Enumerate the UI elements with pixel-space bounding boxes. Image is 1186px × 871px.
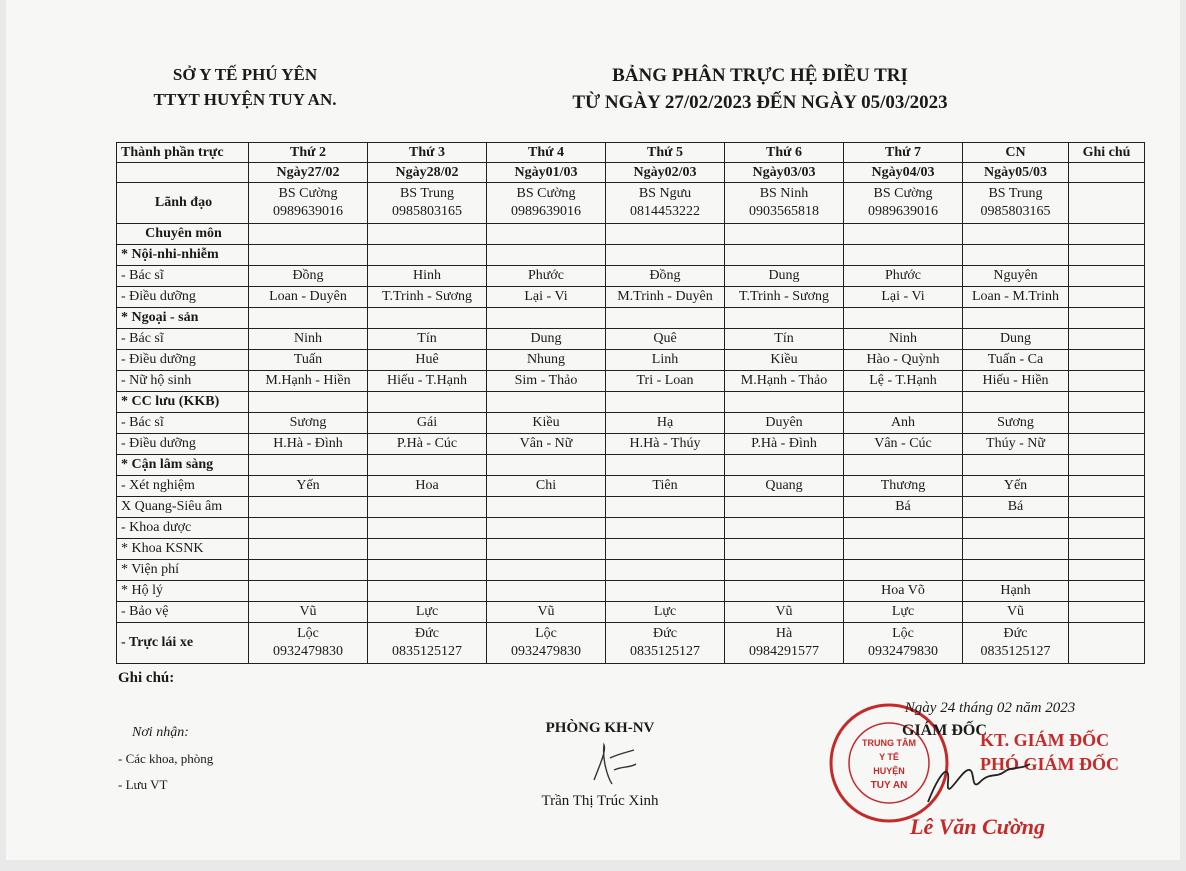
row-label: - Nữ hộ sinh <box>117 371 249 392</box>
table-cell: Lực <box>368 602 487 623</box>
table-cell <box>725 560 844 581</box>
seal-line: HUYỆN <box>873 766 905 776</box>
table-cell: Đồng <box>249 266 368 287</box>
table-cell <box>844 623 963 664</box>
cell-name: Đức <box>1003 626 1028 641</box>
table-cell <box>606 245 725 266</box>
row-label: * Nội-nhi-nhiễm <box>117 245 249 266</box>
day-header: Thứ 2 <box>249 143 368 163</box>
table-cell: Quê <box>606 329 725 350</box>
table-row <box>117 518 1145 539</box>
seal-line: TRUNG TÂM <box>862 738 916 748</box>
table-row <box>117 497 1145 518</box>
table-cell <box>606 308 725 329</box>
table-cell <box>725 581 844 602</box>
cell-phone: 0814453222 <box>630 204 700 219</box>
row-label: Lãnh đạo <box>117 183 249 224</box>
table-row <box>117 266 1145 287</box>
table-cell <box>844 392 963 413</box>
notes-label: Ghi chú: <box>118 670 175 686</box>
table-cell <box>844 224 963 245</box>
table-cell <box>725 224 844 245</box>
table-cell <box>249 224 368 245</box>
doc-title-block <box>470 62 1050 116</box>
cell-name: BS Ninh <box>759 186 809 201</box>
table-cell <box>606 539 725 560</box>
date-header: Ngày02/03 <box>606 163 725 183</box>
row-label: - Bảo vệ <box>117 602 249 623</box>
table-cell <box>487 560 606 581</box>
row-label: X Quang-Siêu âm <box>117 497 249 518</box>
table-cell <box>844 560 963 581</box>
table-cell <box>249 623 368 664</box>
day-header: Thứ 6 <box>725 143 844 163</box>
table-cell: Sương <box>249 413 368 434</box>
table-cell: Thương <box>844 476 963 497</box>
notes-cell <box>1069 497 1145 518</box>
table-cell: M.Trinh - Duyên <box>606 287 725 308</box>
table-cell: Hạnh <box>963 581 1069 602</box>
row-label: - Xét nghiệm <box>117 476 249 497</box>
table-cell <box>487 224 606 245</box>
row-label: - Khoa dược <box>117 518 249 539</box>
table-cell <box>606 392 725 413</box>
duty-schedule-table <box>116 142 1145 664</box>
doc-subtitle: TỪ NGÀY 27/02/2023 ĐẾN NGÀY 05/03/2023 <box>572 92 948 113</box>
cell-name: BS Cường <box>516 186 576 201</box>
row-label: * Ngoại - sản <box>117 308 249 329</box>
table-cell: Lệ - T.Hạnh <box>844 371 963 392</box>
table-cell <box>249 245 368 266</box>
row-label: - Điều dưỡng <box>117 287 249 308</box>
table-row <box>117 602 1145 623</box>
table-cell <box>725 392 844 413</box>
table-cell <box>487 455 606 476</box>
table-cell <box>963 518 1069 539</box>
table-cell <box>487 623 606 664</box>
notes-cell <box>1069 245 1145 266</box>
table-cell <box>606 581 725 602</box>
table-cell: Gái <box>368 413 487 434</box>
recipient-item: - Các khoa, phòng <box>118 751 214 766</box>
cell-phone: 0989639016 <box>273 204 343 219</box>
dept-signature-icon <box>584 740 644 790</box>
table-cell <box>487 539 606 560</box>
table-cell <box>963 560 1069 581</box>
seal-line: TUY AN <box>870 780 908 791</box>
table-cell: Sương <box>963 413 1069 434</box>
table-cell: Tuấn - Ca <box>963 350 1069 371</box>
table-row <box>117 455 1145 476</box>
director-signature-icon <box>920 752 1040 812</box>
date-header: Ngày03/03 <box>725 163 844 183</box>
table-cell <box>368 581 487 602</box>
notes-cell <box>1069 308 1145 329</box>
notes-cell <box>1069 602 1145 623</box>
table-cell <box>844 308 963 329</box>
table-cell: H.Hà - Đình <box>249 434 368 455</box>
org-line2: TTYT HUYỆN TUY AN. <box>153 90 337 109</box>
table-cell: Yến <box>249 476 368 497</box>
table-cell <box>487 581 606 602</box>
cell-name: BS Trung <box>988 186 1043 201</box>
table-cell <box>725 497 844 518</box>
row-label: * Cận lâm sàng <box>117 455 249 476</box>
row-label: - Trực lái xe <box>117 623 249 664</box>
table-row <box>117 350 1145 371</box>
cell-name: Đức <box>415 626 439 641</box>
table-cell: Hạ <box>606 413 725 434</box>
date-header: Ngày28/02 <box>368 163 487 183</box>
table-cell: H.Hà - Thúy <box>606 434 725 455</box>
table-row <box>117 183 1145 224</box>
table-cell: Hoa Võ <box>844 581 963 602</box>
table-cell: Chi <box>487 476 606 497</box>
cell-name: Đức <box>653 626 677 641</box>
day-header: Thứ 3 <box>368 143 487 163</box>
day-header: Thứ 4 <box>487 143 606 163</box>
notes-cell <box>1069 329 1145 350</box>
table-cell <box>725 518 844 539</box>
cell-name: Lộc <box>892 626 914 641</box>
day-header: CN <box>963 143 1069 163</box>
seal-line: Y TẾ <box>879 752 899 762</box>
table-row <box>117 476 1145 497</box>
recipient-item: - Lưu VT <box>118 777 168 792</box>
notes-cell <box>1069 581 1145 602</box>
table-cell <box>606 623 725 664</box>
table-cell <box>487 497 606 518</box>
day-header: Thứ 5 <box>606 143 725 163</box>
date-header: Ngày01/03 <box>487 163 606 183</box>
table-cell: Lại - Vi <box>487 287 606 308</box>
row-label: * Khoa KSNK <box>117 539 249 560</box>
table-cell: Tiên <box>606 476 725 497</box>
table-row <box>117 413 1145 434</box>
table-cell <box>249 539 368 560</box>
table-cell <box>963 308 1069 329</box>
table-cell: Yến <box>963 476 1069 497</box>
table-cell <box>368 497 487 518</box>
table-cell: M.Hạnh - Hiền <box>249 371 368 392</box>
signer-name: Lê Văn Cường <box>910 814 1046 839</box>
table-cell: Phước <box>844 266 963 287</box>
table-cell <box>963 245 1069 266</box>
table-cell <box>963 392 1069 413</box>
table-cell <box>249 497 368 518</box>
table-cell <box>249 581 368 602</box>
table-cell <box>725 623 844 664</box>
row-label: Chuyên môn <box>117 224 249 245</box>
table-cell: Phước <box>487 266 606 287</box>
table-cell <box>725 455 844 476</box>
table-cell <box>963 623 1069 664</box>
table-cell: Đồng <box>606 266 725 287</box>
table-cell <box>963 183 1069 224</box>
table-cell: Bá <box>963 497 1069 518</box>
table-cell <box>487 308 606 329</box>
table-cell: Kiều <box>487 413 606 434</box>
cell-phone: 0984291577 <box>749 644 819 659</box>
table-cell <box>844 245 963 266</box>
dept-signer-name: Trần Thị Trúc Xinh <box>541 793 659 809</box>
table-cell <box>606 455 725 476</box>
table-cell <box>368 308 487 329</box>
table-row <box>117 329 1145 350</box>
table-cell <box>368 518 487 539</box>
table-cell: Duyên <box>725 413 844 434</box>
cell-phone: 0989639016 <box>868 204 938 219</box>
table-cell: Linh <box>606 350 725 371</box>
table-cell: Loan - M.Trinh <box>963 287 1069 308</box>
blank-cell <box>1069 163 1145 183</box>
table-cell: Huê <box>368 350 487 371</box>
table-cell: Vũ <box>249 602 368 623</box>
row-label: * Viện phí <box>117 560 249 581</box>
table-cell <box>606 497 725 518</box>
cell-phone: 0835125127 <box>392 644 462 659</box>
table-cell: Dung <box>725 266 844 287</box>
notes-cell <box>1069 392 1145 413</box>
table-row <box>117 308 1145 329</box>
notes-cell <box>1069 434 1145 455</box>
cell-name: BS Trung <box>399 186 455 201</box>
table-cell <box>963 455 1069 476</box>
table-cell <box>725 245 844 266</box>
doc-title: BẢNG PHÂN TRỰC HỆ ĐIỀU TRỊ <box>612 65 908 86</box>
cell-phone: 0985803165 <box>392 204 462 219</box>
notes-cell <box>1069 476 1145 497</box>
table-cell: Ninh <box>249 329 368 350</box>
table-cell: Kiều <box>725 350 844 371</box>
cell-phone: 0835125127 <box>980 644 1051 659</box>
table-cell <box>487 245 606 266</box>
table-cell: Ninh <box>844 329 963 350</box>
table-cell <box>963 539 1069 560</box>
table-cell <box>844 183 963 224</box>
notes-cell <box>1069 183 1145 224</box>
table-cell <box>368 539 487 560</box>
table-row <box>117 539 1145 560</box>
table-cell: Tín <box>368 329 487 350</box>
table-cell: Hào - Quỳnh <box>844 350 963 371</box>
cell-phone: 0932479830 <box>511 644 581 659</box>
table-cell: Dung <box>487 329 606 350</box>
table-cell: T.Trinh - Sương <box>368 287 487 308</box>
table-cell <box>487 518 606 539</box>
table-cell: Hiếu - Hiền <box>963 371 1069 392</box>
notes-cell <box>1069 560 1145 581</box>
notes-cell <box>1069 371 1145 392</box>
table-cell <box>368 224 487 245</box>
table-date-row <box>117 163 1145 183</box>
table-cell <box>844 455 963 476</box>
notes-cell <box>1069 266 1145 287</box>
table-cell: Thúy - Nữ <box>963 434 1069 455</box>
table-cell <box>844 539 963 560</box>
table-cell: Lực <box>606 602 725 623</box>
table-cell: Dung <box>963 329 1069 350</box>
cell-phone: 0835125127 <box>630 644 700 659</box>
cell-phone: 0932479830 <box>868 644 938 659</box>
table-cell <box>368 245 487 266</box>
table-cell: Lại - Vi <box>844 287 963 308</box>
table-cell: Anh <box>844 413 963 434</box>
cell-name: BS Ngưu <box>638 186 692 201</box>
table-cell: Vũ <box>725 602 844 623</box>
cell-name: Lộc <box>535 626 557 641</box>
date-header: Ngày27/02 <box>249 163 368 183</box>
table-cell <box>844 518 963 539</box>
recipients-title: Nơi nhận: <box>132 725 189 740</box>
notes-cell <box>1069 623 1145 664</box>
cell-phone: 0989639016 <box>511 204 581 219</box>
table-cell: Hoa <box>368 476 487 497</box>
table-cell <box>249 183 368 224</box>
cell-phone: 0903565818 <box>749 204 819 219</box>
date-header: Ngày04/03 <box>844 163 963 183</box>
table-cell: Lực <box>844 602 963 623</box>
notes-cell <box>1069 350 1145 371</box>
blank-cell <box>117 163 249 183</box>
notes-cell <box>1069 455 1145 476</box>
table-row <box>117 287 1145 308</box>
table-cell <box>249 518 368 539</box>
table-cell: P.Hà - Đình <box>725 434 844 455</box>
table-cell: Loan - Duyên <box>249 287 368 308</box>
table-header-row <box>117 143 1145 163</box>
table-cell <box>725 308 844 329</box>
table-cell <box>963 224 1069 245</box>
row-label: - Bác sĩ <box>117 266 249 287</box>
table-cell <box>606 560 725 581</box>
table-row <box>117 560 1145 581</box>
date-header: Ngày05/03 <box>963 163 1069 183</box>
dept-signature-block <box>520 720 680 810</box>
table-cell <box>725 539 844 560</box>
cell-name: BS Cường <box>873 186 933 201</box>
table-cell <box>487 392 606 413</box>
table-row <box>117 581 1145 602</box>
table-cell: Tín <box>725 329 844 350</box>
table-cell: T.Trinh - Sương <box>725 287 844 308</box>
org-header <box>100 62 390 112</box>
table-cell <box>368 623 487 664</box>
table-cell: Hinh <box>368 266 487 287</box>
table-cell <box>368 392 487 413</box>
table-cell: Tri - Loan <box>606 371 725 392</box>
table-cell: Hiếu - T.Hạnh <box>368 371 487 392</box>
row-label: - Điều dưỡng <box>117 434 249 455</box>
table-cell: Nguyên <box>963 266 1069 287</box>
table-cell: Vân - Nữ <box>487 434 606 455</box>
table-cell: Vân - Cúc <box>844 434 963 455</box>
table-cell <box>606 518 725 539</box>
table-row <box>117 392 1145 413</box>
notes-cell <box>1069 413 1145 434</box>
table-row <box>117 371 1145 392</box>
deputy-line1: KT. GIÁM ĐỐC <box>980 730 1110 750</box>
table-cell: Sim - Thảo <box>487 371 606 392</box>
notes-cell <box>1069 539 1145 560</box>
table-cell <box>249 308 368 329</box>
notes-cell <box>1069 224 1145 245</box>
row-label: * Hộ lý <box>117 581 249 602</box>
cell-phone: 0985803165 <box>980 204 1051 219</box>
table-cell: Tuấn <box>249 350 368 371</box>
day-header: Thứ 7 <box>844 143 963 163</box>
table-cell: M.Hạnh - Thảo <box>725 371 844 392</box>
notes-cell <box>1069 287 1145 308</box>
director-title: GIÁM ĐỐC <box>902 722 987 739</box>
row-label: - Bác sĩ <box>117 413 249 434</box>
dept-title: PHÒNG KH-NV <box>545 720 655 736</box>
sign-date: Ngày 24 tháng 02 năm 2023 <box>904 700 1076 716</box>
row-label: - Bác sĩ <box>117 329 249 350</box>
table-cell <box>368 455 487 476</box>
table-cell: Vũ <box>487 602 606 623</box>
table-cell <box>725 183 844 224</box>
table-cell: Nhung <box>487 350 606 371</box>
table-row <box>117 224 1145 245</box>
table-cell <box>368 183 487 224</box>
table-cell <box>606 224 725 245</box>
row-label: - Điều dưỡng <box>117 350 249 371</box>
table-cell: Vũ <box>963 602 1069 623</box>
table-cell <box>487 183 606 224</box>
table-row <box>117 434 1145 455</box>
table-cell <box>249 455 368 476</box>
table-cell <box>606 183 725 224</box>
cell-name: BS Cường <box>278 186 338 201</box>
recipients-block <box>118 720 213 798</box>
table-cell <box>249 392 368 413</box>
cell-phone: 0932479830 <box>273 644 343 659</box>
cell-name: Lộc <box>297 626 319 641</box>
table-cell: P.Hà - Cúc <box>368 434 487 455</box>
notes-cell <box>1069 518 1145 539</box>
org-line1: SỞ Y TẾ PHÚ YÊN <box>172 65 318 84</box>
table-cell <box>368 560 487 581</box>
table-cell: Bá <box>844 497 963 518</box>
deputy-line2: PHÓ GIÁM ĐỐC <box>980 754 1119 774</box>
table-row <box>117 245 1145 266</box>
notes-header: Ghi chú <box>1069 143 1145 163</box>
cell-name: Hà <box>775 626 793 641</box>
corner-header: Thành phần trực <box>117 143 249 163</box>
table-row <box>117 623 1145 664</box>
row-label: * CC lưu (KKB) <box>117 392 249 413</box>
table-cell <box>249 560 368 581</box>
table-cell: Quang <box>725 476 844 497</box>
